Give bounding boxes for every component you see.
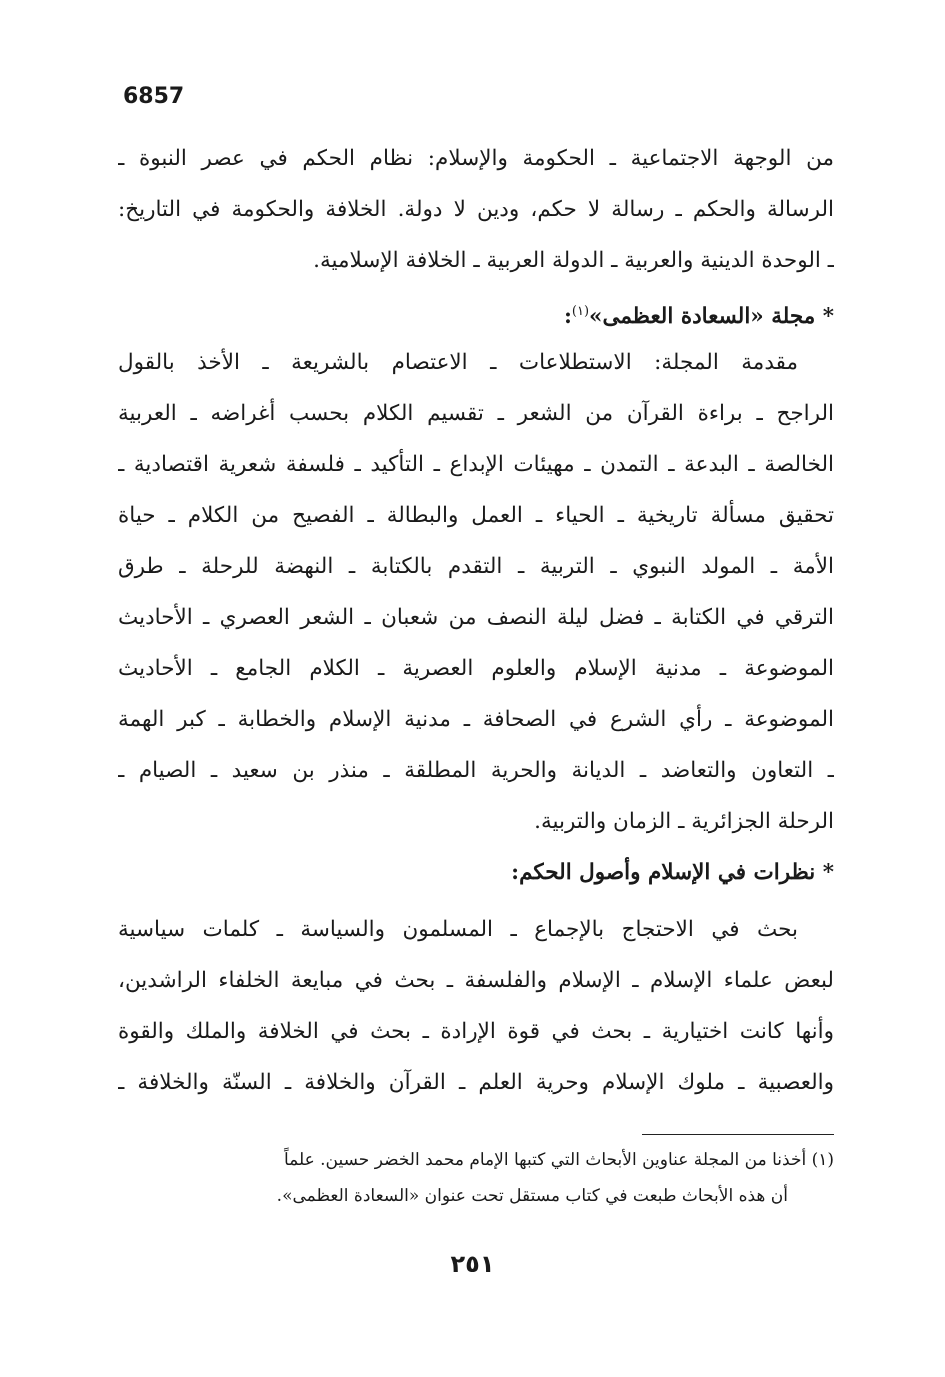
footnote-marker: (١) [811, 1150, 834, 1170]
intro-line: الرسالة والحكم ـ رسالة لا حكم، ودين لا دولة. الخلافة والحكومة في التاريخ: [118, 197, 834, 222]
section1-line: تحقيق مسألة تاريخية ـ الحياء ـ العمل والبطالة ـ الفصيح من الكلام ـ حياة [118, 503, 834, 528]
heading-colon: : [563, 304, 572, 330]
section-heading-nazarat [118, 847, 834, 898]
footnote [118, 1142, 834, 1214]
section1-line: الموضوعة ـ رأي الشرع في الصحافة ـ مدنية الإسلام والخطابة ـ كبر الهمة [118, 707, 834, 732]
section2-line: وأنها كانت اختيارية ـ بحث في قوة الإرادة ـ بحث في الخلافة والملك والقوة [118, 1019, 834, 1044]
section1-line: ـ التعاون والتعاضد ـ الديانة والحرية المطلقة ـ منذر بن سعيد ـ الصيام ـ [118, 758, 834, 783]
section2-line: والعصبية ـ ملوك الإسلام وحرية العلم ـ القرآن والخلافة ـ السنّة والخلافة ـ [118, 1070, 834, 1095]
section-title: مجلة «السعادة العظمى» [589, 304, 816, 330]
section1-line: الترقي في الكتابة ـ فضل ليلة النصف من شعبان ـ الشعر العصري ـ الأحاديث [118, 605, 834, 630]
footnote-divider [642, 1134, 834, 1135]
section1-line: الأمة ـ المولد النبوي ـ التربية ـ التقدم بالكتابة ـ النهضة للرحلة ـ طرق [118, 554, 834, 579]
intro-line: ـ الوحدة الدينية والعربية ـ الدولة العربية ـ الخلافة الإسلامية. [313, 248, 834, 273]
section-heading-saada [118, 286, 834, 337]
section1-line: الراجح ـ براءة القرآن من الشعر ـ تقسيم الكلام بحسب أغراضه ـ العربية [118, 401, 834, 426]
section1-line: الخالصة ـ البدعة ـ التمدن ـ مهيئات الإبداع ـ التأكيد ـ فلسفة شعرية اقتصادية ـ [118, 452, 834, 477]
section1-line: الرحلة الجزائرية ـ الزمان والتربية. [534, 809, 834, 834]
footnote-ref: (١) [571, 304, 590, 319]
main-text [118, 133, 834, 1108]
section-title: نظرات في الإسلام وأصول الحكم: [511, 860, 816, 885]
star-icon: * [822, 304, 834, 330]
footnote-text: أخذنا من المجلة عناوين الأبحاث التي كتبها الإمام محمد الخضر حسين. علماً [283, 1150, 807, 1170]
footnote-line [118, 1142, 834, 1178]
page-number: ٢٥١ [450, 1250, 495, 1278]
intro-line: من الوجهة الاجتماعية ـ الحكومة والإسلام: نظام الحكم في عصر النبوة ـ [118, 146, 834, 171]
page-id: 6857 [123, 84, 185, 109]
section1-line: الموضوعة ـ مدنية الإسلام والعلوم العصرية ـ الكلام الجامع ـ الأحاديث [118, 656, 834, 681]
star-icon: * [822, 860, 834, 885]
section1-line: مقدمة المجلة: الاستطلاعات ـ الاعتصام بالشريعة ـ الأخذ بالقول [118, 350, 798, 375]
section2-line: لبعض علماء الإسلام ـ الإسلام والفلسفة ـ بحث في مبايعة الخلفاء الراشدين، [118, 968, 834, 993]
footnote-line: أن هذه الأبحاث طبعت في كتاب مستقل تحت عنوان «السعادة العظمى». [276, 1186, 788, 1206]
section2-line: بحث في الاحتجاج بالإجماع ـ المسلمون والسياسة ـ كلمات سياسية [118, 917, 798, 942]
